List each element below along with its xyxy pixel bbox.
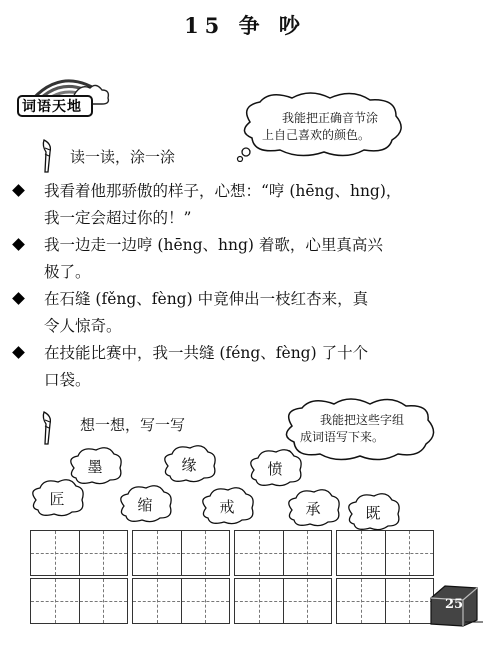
vocab-character: 承 [305, 500, 321, 518]
vocab-character: 匠 [49, 490, 65, 508]
diamond-bullet-icon [12, 292, 25, 305]
exercise-item-3: 在石缝 (fěng、fèng) 中竟伸出一枝红杏来，真 令人惊奇。 [14, 286, 454, 340]
vocab-character: 缩 [137, 496, 153, 514]
diamond-bullet-icon [12, 346, 25, 359]
vocab-character: 戒 [219, 498, 235, 516]
page-number: 25 [445, 597, 464, 612]
part1-heading: 读一读，涂一涂 [70, 148, 176, 166]
writing-grid[interactable] [30, 530, 128, 576]
pen-icon [40, 138, 54, 176]
vocab-character: 墨 [87, 458, 103, 476]
writing-grid[interactable] [30, 578, 128, 624]
writing-grid[interactable] [132, 530, 230, 576]
diamond-bullet-icon [12, 184, 25, 197]
cloud-instruction-1: 我能把正确音节涂 上自己喜欢的颜色。 [262, 111, 379, 142]
vocab-character: 缘 [181, 456, 197, 474]
exercise-item-2: 我一边走一边哼 (hēng、hng) 着歌，心里真高兴 极了。 [14, 232, 454, 286]
exercise-item-1: 我看着他那骄傲的样子，心想：“哼 (hēng、hng)， 我一定会超过你的！” [14, 178, 454, 232]
part2-heading: 想一想，写一写 [80, 416, 186, 434]
writing-grid[interactable] [336, 578, 434, 624]
writing-grid[interactable] [336, 530, 434, 576]
exercise-item-4: 在技能比赛中，我一共缝 (féng、fèng) 了十个 口袋。 [14, 340, 454, 394]
page-title: 15 争 吵 [184, 13, 306, 38]
cloud-instruction-2: 我能把这些字组 成词语写下来。 [300, 413, 405, 444]
section-label: 词语天地 [22, 99, 82, 115]
writing-grid[interactable] [234, 578, 332, 624]
diamond-bullet-icon [12, 238, 25, 251]
vocab-character: 愤 [267, 460, 283, 478]
writing-grid[interactable] [132, 578, 230, 624]
vocab-character: 既 [365, 504, 381, 522]
writing-grid[interactable] [234, 530, 332, 576]
pen-icon [40, 410, 54, 448]
